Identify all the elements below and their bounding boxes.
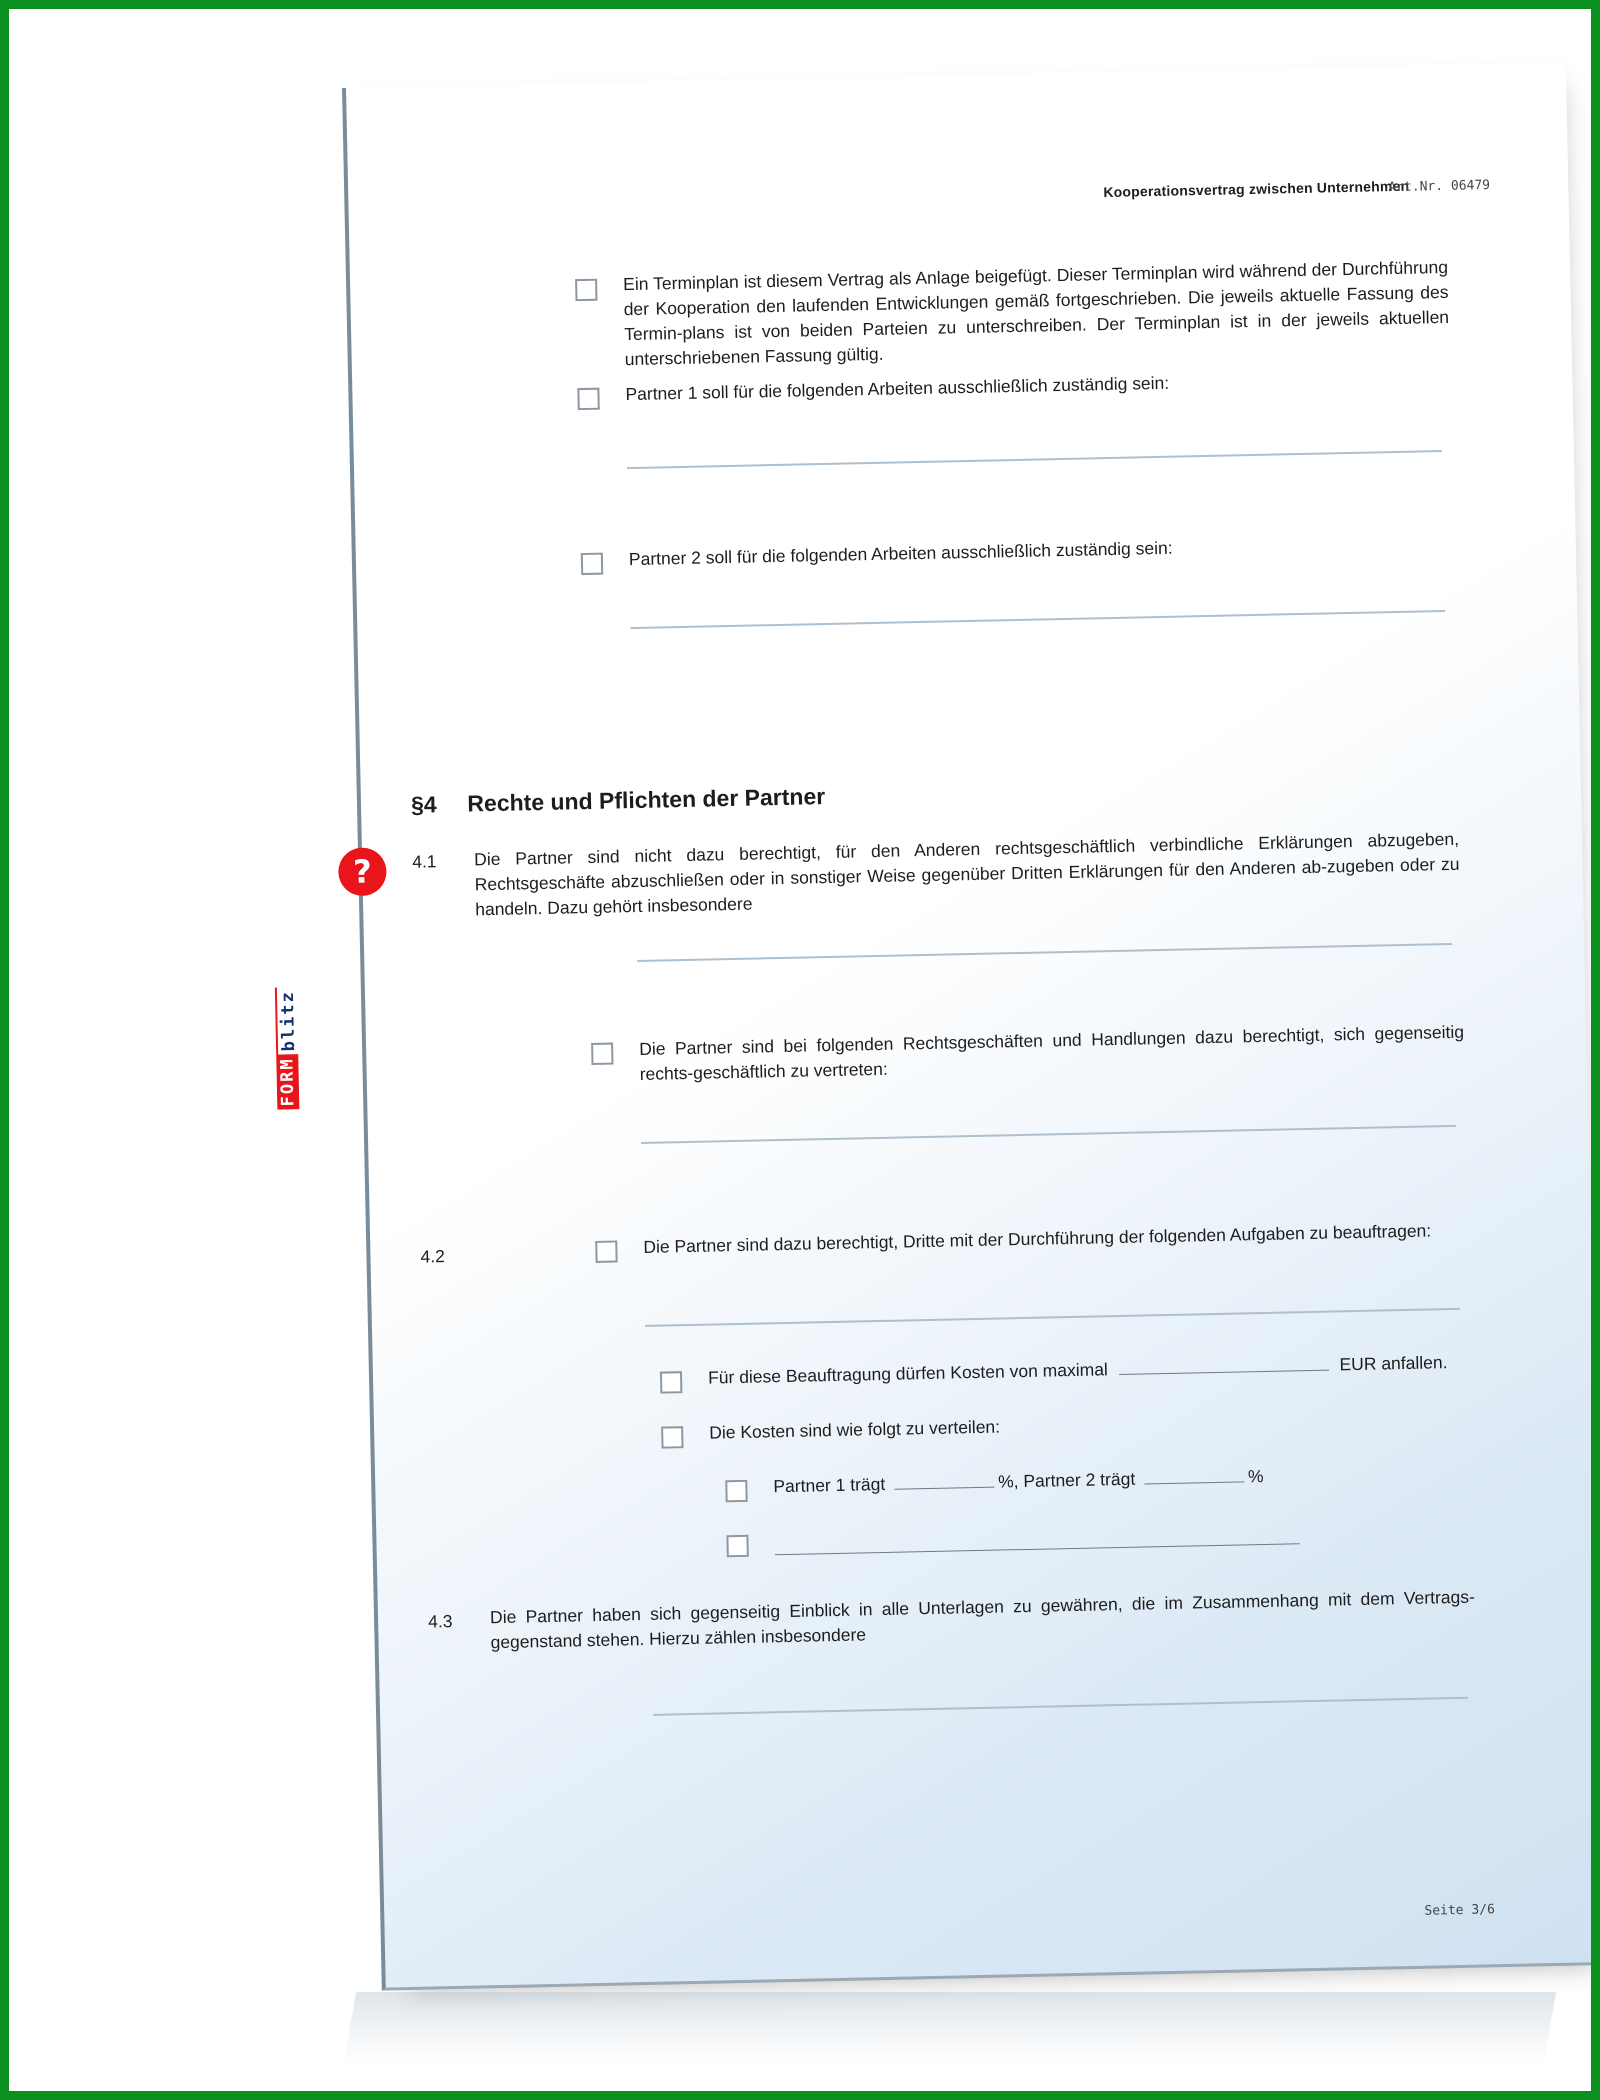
help-icon[interactable]: ?	[338, 847, 387, 896]
max-kosten-prefix: Für diese Beauftragung dürfen Kosten von maximal	[707, 1359, 1109, 1388]
article-number: Art.Nr. 06479	[1388, 177, 1491, 196]
paragraph-4-2-number: 4.2	[420, 1246, 446, 1267]
paragraph-4-1-number: 4.1	[412, 851, 437, 872]
paragraph-4-2-entry-line[interactable]	[645, 1308, 1460, 1327]
max-kosten-row	[708, 1350, 1468, 1391]
paragraph-4-1-entry-line[interactable]	[637, 943, 1452, 962]
partner2-percent-field[interactable]	[1144, 1467, 1244, 1484]
paragraph-4-1-option-line[interactable]	[641, 1125, 1456, 1144]
logo-part-form: FORM	[276, 1054, 299, 1109]
paragraph-4-1-option-checkbox[interactable]	[591, 1043, 613, 1065]
page-reflection	[344, 1992, 1556, 2062]
other-split-line[interactable]	[775, 1543, 1300, 1555]
paragraph-4-3-text: Die Partner haben sich gegenseitig Einblick in alle Unterlagen zu gewähren, die im Zusammenhang mit dem Vertrags-gegenstand stehen. Hierzu zählen insbesondere	[489, 1586, 1476, 1653]
paragraph-4-3-number: 4.3	[427, 1611, 453, 1632]
paragraph-4-1-body: Die Partner sind nicht dazu berechtigt, für den Anderen rechtsgeschäftlich verbindliche Erklärungen abzugeben, Rechtsgeschäfte abzuschließen oder in sonstiger Weise gegenüber Dritten Erklärungen für den Anderen ab-zugeben oder zu handeln. Dazu gehört insbesondere	[473, 828, 1460, 920]
paragraph-4-3-entry-line[interactable]	[653, 1697, 1468, 1716]
partner1-percent-field[interactable]	[894, 1473, 994, 1490]
terminplan-checkbox[interactable]	[575, 279, 597, 301]
page-number: Seite 3/6	[1424, 1902, 1496, 1919]
partner-split-row	[773, 1460, 1473, 1500]
kosten-verteilen-text: Die Kosten sind wie folgt zu verteilen:	[709, 1416, 1001, 1443]
paragraph-4-1-option-text: Die Partner sind bei folgenden Rechtsgeschäften und Handlungen dazu berechtigt, sich gegenseitig rechts-geschäftlich zu vertreten:	[638, 1021, 1465, 1084]
max-kosten-amount-field[interactable]	[1118, 1356, 1328, 1375]
other-split-checkbox[interactable]	[726, 1535, 748, 1557]
section-number: §4	[410, 791, 437, 818]
formblitz-logo	[274, 959, 299, 1109]
document-page	[277, 62, 1600, 1990]
paragraph-4-2-text: Die Partner sind dazu berechtigt, Dritte mit der Durchführung der folgenden Aufgaben zu beauftragen:	[643, 1220, 1432, 1257]
max-kosten-checkbox[interactable]	[660, 1371, 682, 1393]
partner1-traegt-label: Partner 1 trägt	[773, 1473, 886, 1497]
partner2-checkbox[interactable]	[581, 553, 603, 575]
partner2-traegt-label: %, Partner 2 trägt	[997, 1468, 1136, 1492]
partner1-text: Partner 1 soll für die folgenden Arbeiten ausschließlich zuständig sein:	[625, 372, 1170, 405]
document-title: Kooperationsvertrag zwischen Unternehmen	[1103, 177, 1410, 201]
partner-split-checkbox[interactable]	[725, 1480, 747, 1502]
partner1-checkbox[interactable]	[577, 388, 599, 410]
terminplan-text: Ein Terminplan ist diesem Vertrag als Anlage beigefügt. Dieser Terminplan wird während der Durchführung der Kooperation den laufenden Entwicklungen gemäß fortgeschrieben. Die jeweils aktuelle Fassung des Termin-plans ist von beiden Parteien zu unterschreiben. Der Terminplan ist in der jeweils aktuellen unterschriebenen Fassung gültig.	[622, 256, 1450, 370]
section-heading	[411, 783, 826, 819]
max-kosten-suffix: EUR anfallen.	[1339, 1352, 1448, 1375]
section-title: Rechte und Pflichten der Partner	[467, 783, 826, 817]
kosten-verteilen-checkbox[interactable]	[661, 1426, 683, 1448]
paragraph-4-2-checkbox[interactable]	[595, 1240, 617, 1262]
logo-part-blitz: blitz	[275, 987, 298, 1055]
partner1-entry-line[interactable]	[627, 450, 1442, 469]
partner2-entry-line[interactable]	[630, 610, 1445, 629]
partner2-text: Partner 2 soll für die folgenden Arbeiten ausschließlich zuständig sein:	[628, 537, 1173, 570]
percent-sign: %	[1247, 1466, 1264, 1487]
paragraph-4-1-text	[474, 827, 1460, 923]
